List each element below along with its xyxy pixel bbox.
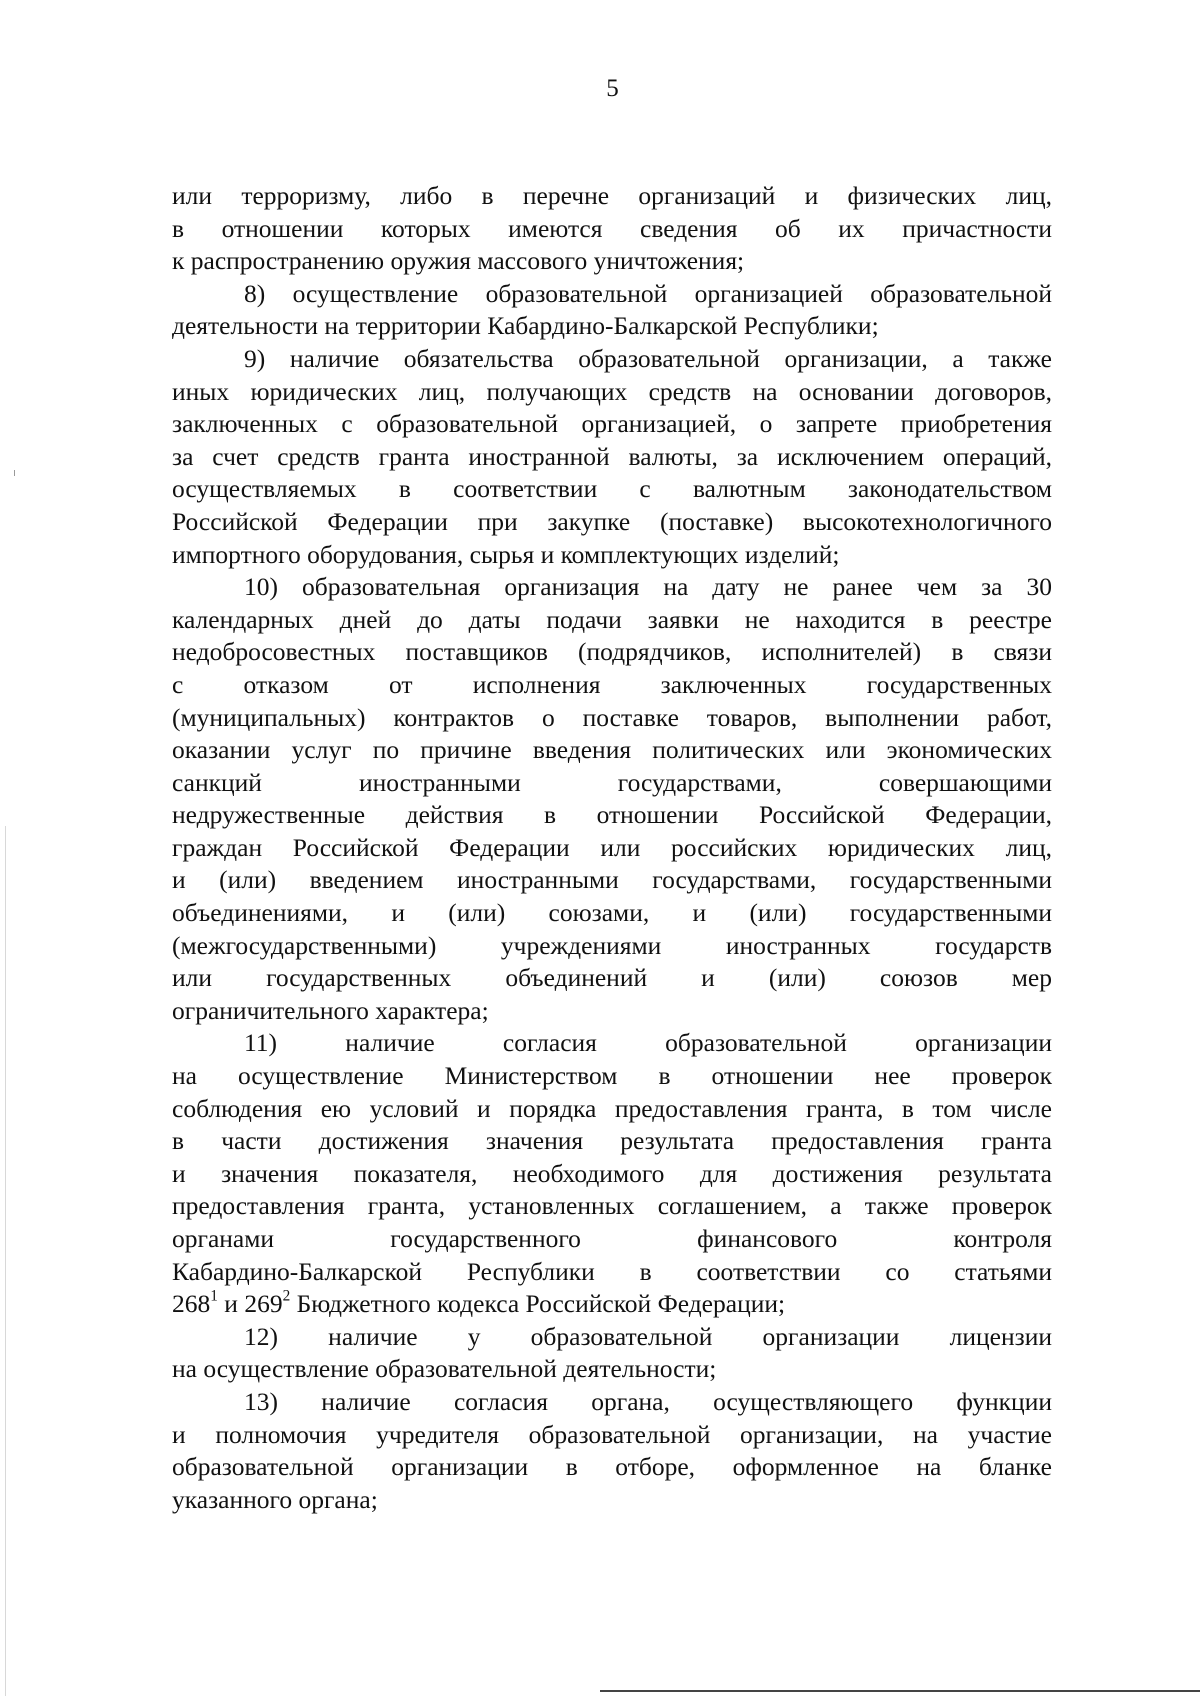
paragraph-item-8 bbox=[172, 278, 1052, 343]
text-line: соблюдения ею условий и порядка предоставления гранта, в том числе bbox=[172, 1093, 1052, 1123]
superscript: 1 bbox=[210, 1287, 218, 1305]
text-line: и полномочия учредителя образовательной организации, на участие bbox=[172, 1419, 1052, 1449]
text-line: ограничительного характера; bbox=[172, 995, 489, 1025]
paragraph-item-10 bbox=[172, 571, 1052, 1027]
text-line: недобросовестных поставщиков (подрядчиков, исполнителей) в связи bbox=[172, 637, 1052, 667]
text-line: и (или) введением иностранными государствами, государственными bbox=[172, 865, 1052, 895]
text-line: граждан Российской Федерации или российских юридических лиц, bbox=[172, 832, 1052, 862]
text-line: к распространению оружия массового уничтожения; bbox=[172, 246, 745, 276]
text-line: с отказом от исполнения заключенных государственных bbox=[172, 669, 1052, 699]
scan-artifact bbox=[14, 470, 15, 476]
text-line: и значения показателя, необходимого для достижения результата bbox=[172, 1158, 1052, 1188]
text-line: органами государственного финансового контроля bbox=[172, 1224, 1052, 1253]
text-line: деятельности на территории Кабардино-Балкарской Республики; bbox=[172, 311, 879, 341]
text-line: 9) наличие обязательства образовательной организации, а также bbox=[244, 343, 1052, 373]
text-line: на осуществление Министерством в отношении нее проверок bbox=[172, 1061, 1052, 1091]
text-line: (муниципальных) контрактов о поставке товаров, выполнении работ, bbox=[172, 702, 1052, 732]
text-line: Российской Федерации при закупке (поставке) высокотехнологичного bbox=[172, 506, 1052, 536]
paragraph-item-12 bbox=[172, 1321, 1052, 1386]
article-number: 268 bbox=[172, 1289, 211, 1319]
text-line: 8) осуществление образовательной организацией образовательной bbox=[244, 278, 1052, 308]
text-line: недружественные действия в отношении Российской Федерации, bbox=[172, 800, 1052, 830]
paragraph-item-7-continuation bbox=[172, 180, 1052, 278]
footer-rule bbox=[600, 1690, 1200, 1692]
scan-edge-shadow bbox=[5, 826, 6, 1696]
superscript: 2 bbox=[282, 1287, 291, 1305]
text-line-with-superscripts bbox=[172, 1288, 1052, 1321]
paragraph-item-13 bbox=[172, 1386, 1052, 1516]
text-line: или государственных объединений и (или) союзов мер bbox=[172, 963, 1052, 993]
paragraph-item-11 bbox=[172, 1027, 1052, 1320]
text-line: осуществляемых в соответствии с валютным законодательством bbox=[172, 474, 1052, 504]
text-line: в отношении которых имеются сведения об их причастности bbox=[172, 213, 1052, 243]
text-line: импортного оборудования, сырья и комплектующих изделий; bbox=[172, 539, 840, 569]
text-line: образовательной организации в отборе, оформленное на бланке bbox=[172, 1452, 1052, 1482]
text-line: указанного органа; bbox=[172, 1484, 378, 1514]
text-line: за счет средств гранта иностранной валюты, за исключением операций, bbox=[172, 441, 1052, 471]
text-line: (межгосударственными) учреждениями иностранных государств bbox=[172, 930, 1052, 960]
document-body bbox=[172, 180, 1052, 1516]
article-number: 269 bbox=[244, 1289, 283, 1319]
text-line: в части достижения значения результата предоставления гранта bbox=[172, 1126, 1052, 1156]
text-line: 11) наличие согласия образовательной организации bbox=[244, 1028, 1052, 1058]
text-line: календарных дней до даты подачи заявки не находится в реестре bbox=[172, 604, 1052, 634]
text-line: объединениями, и (или) союзами, и (или) государственными bbox=[172, 898, 1052, 928]
text-line: 13) наличие согласия органа, осуществляющего функции bbox=[244, 1386, 1052, 1416]
text-line: оказании услуг по причине введения политических или экономических bbox=[172, 735, 1052, 765]
text-line: санкций иностранными государствами, совершающими bbox=[172, 767, 1052, 797]
page-number: 5 bbox=[606, 75, 619, 102]
text-line: Кабардино-Балкарской Республики в соответствии со статьями bbox=[172, 1256, 1052, 1286]
text-line: на осуществление образовательной деятельности; bbox=[172, 1354, 717, 1384]
text-line: предоставления гранта, установленных соглашением, а также проверок bbox=[172, 1191, 1052, 1221]
text-fragment: Бюджетного кодекса Российской Федерации; bbox=[290, 1289, 786, 1319]
text-line: или терроризму, либо в перечне организаций и физических лиц, bbox=[172, 181, 1052, 210]
text-line: заключенных с образовательной организацией, о запрете приобретения bbox=[172, 409, 1052, 439]
text-line: 12) наличие у образовательной организации лицензии bbox=[244, 1321, 1052, 1351]
text-line: иных юридических лиц, получающих средств на основании договоров, bbox=[172, 376, 1052, 406]
text-line: 10) образовательная организация на дату не ранее чем за 30 bbox=[244, 572, 1052, 602]
text-fragment: и bbox=[217, 1289, 245, 1319]
paragraph-item-9 bbox=[172, 343, 1052, 571]
